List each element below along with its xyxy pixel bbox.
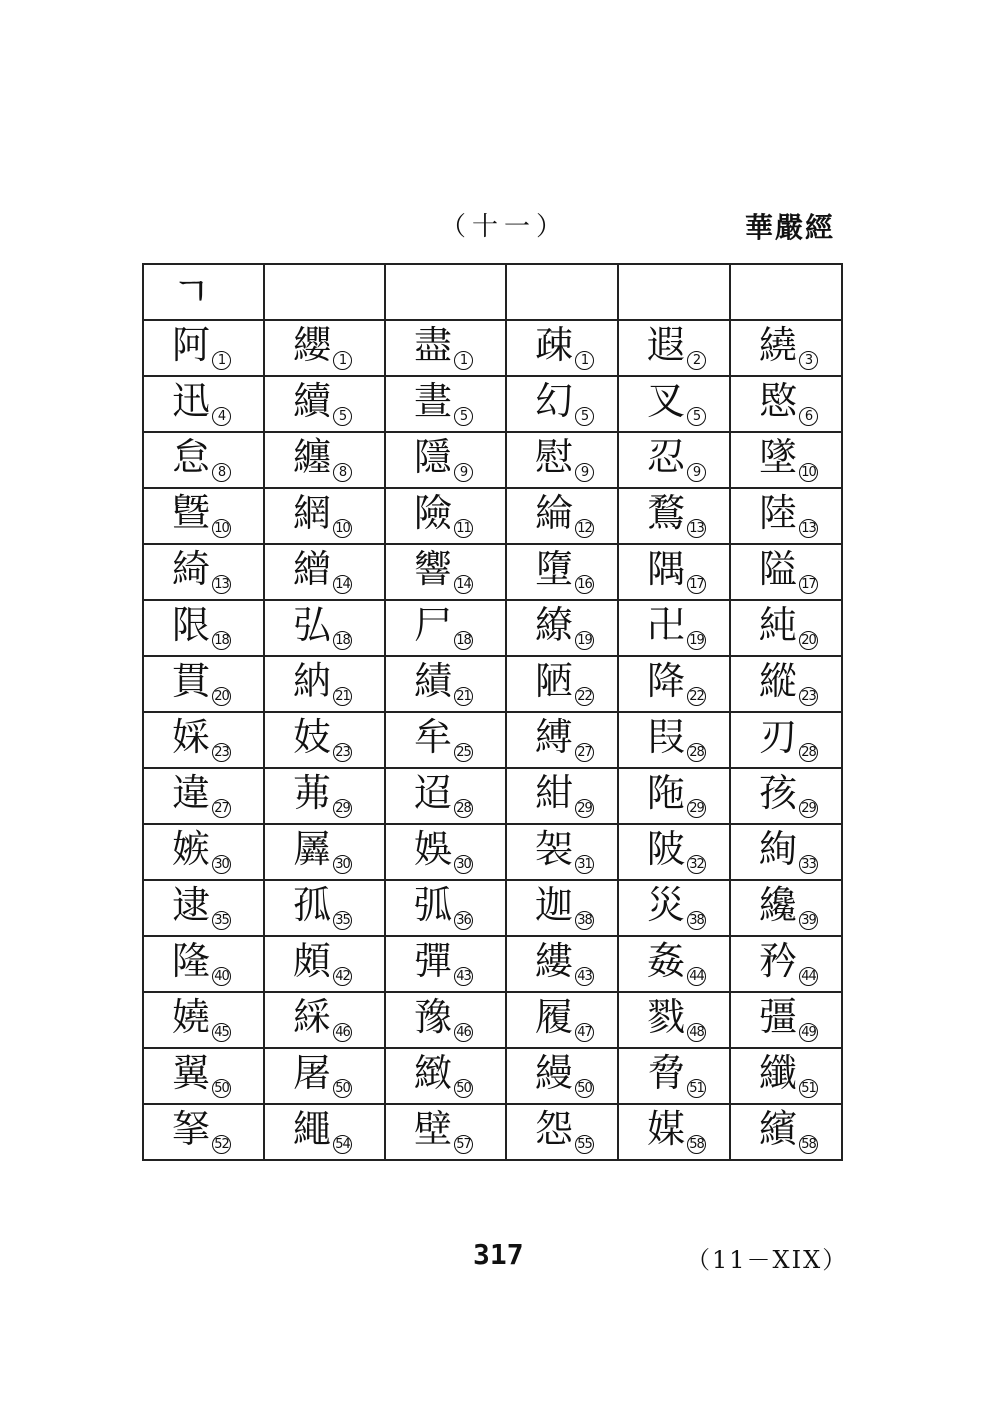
character-glyph: 晝: [414, 379, 453, 424]
character-glyph: 媒: [647, 1107, 686, 1152]
header-row: [143, 264, 842, 320]
table-row: [143, 936, 842, 992]
character-cell: [730, 992, 842, 1048]
character-cell: [143, 824, 264, 880]
character-glyph: 降: [647, 659, 686, 704]
character-cell: [618, 600, 730, 656]
character-glyph: 繩: [293, 1107, 332, 1152]
character-glyph: 尸: [414, 603, 453, 648]
reference-number-badge: 51: [799, 1079, 818, 1098]
reference-number-badge: 23: [212, 743, 231, 762]
character-glyph: 脅: [647, 1051, 686, 1096]
radical-cell: [143, 264, 264, 320]
character-cell: [264, 880, 385, 936]
reference-number-badge: 1: [575, 351, 594, 370]
reference-number-badge: 28: [687, 743, 706, 762]
character-glyph: 茀: [293, 771, 332, 816]
character-glyph: 孤: [293, 883, 332, 928]
reference-number-badge: 27: [575, 743, 594, 762]
character-glyph: 嬈: [172, 995, 211, 1040]
character-cell: [143, 992, 264, 1048]
character-cell: [264, 376, 385, 432]
character-cell: [618, 1048, 730, 1104]
reference-number-badge: 50: [212, 1079, 231, 1098]
character-glyph: 墮: [535, 547, 574, 592]
reference-number-badge: 33: [799, 855, 818, 874]
reference-number-badge: 46: [454, 1023, 473, 1042]
character-glyph: 彊: [759, 995, 798, 1040]
character-cell: [143, 656, 264, 712]
character-cell: [618, 488, 730, 544]
character-glyph: 縷: [535, 939, 574, 984]
reference-number-badge: 20: [799, 631, 818, 650]
character-cell: [143, 768, 264, 824]
reference-number-badge: 10: [212, 519, 231, 538]
character-cell: [618, 768, 730, 824]
reference-number-badge: 31: [575, 855, 594, 874]
reference-number-badge: 29: [333, 799, 352, 818]
character-cell: [264, 768, 385, 824]
character-cell: [618, 1104, 730, 1160]
reference-number-badge: 35: [333, 911, 352, 930]
table-row: [143, 992, 842, 1048]
character-glyph: 隅: [647, 547, 686, 592]
character-cell: [143, 936, 264, 992]
empty-cell: [730, 264, 842, 320]
reference-number-badge: 16: [575, 575, 594, 594]
character-glyph: 迦: [535, 883, 574, 928]
character-cell: [730, 712, 842, 768]
character-cell: [506, 320, 618, 376]
reference-number-badge: 9: [575, 463, 594, 482]
reference-number-badge: 25: [454, 743, 473, 762]
character-glyph: 迅: [172, 379, 211, 424]
page-number: 317: [473, 1238, 524, 1271]
volume-code: （11－XIX）: [686, 1246, 849, 1274]
character-glyph: 隆: [172, 939, 211, 984]
character-cell: [264, 320, 385, 376]
reference-number-badge: 55: [575, 1135, 594, 1154]
reference-number-badge: 43: [575, 967, 594, 986]
reference-number-badge: 5: [454, 407, 473, 426]
character-glyph: 纖: [759, 1051, 798, 1096]
reference-number-badge: 30: [454, 855, 473, 874]
reference-number-badge: 2: [687, 351, 706, 370]
reference-number-badge: 17: [799, 575, 818, 594]
reference-number-badge: 13: [799, 519, 818, 538]
reference-number-badge: 8: [333, 463, 352, 482]
character-cell: [385, 712, 506, 768]
character-cell: [618, 880, 730, 936]
character-cell: [506, 824, 618, 880]
character-cell: [730, 432, 842, 488]
character-cell: [730, 936, 842, 992]
reference-number-badge: 1: [454, 351, 473, 370]
table-row: [143, 768, 842, 824]
reference-number-badge: 28: [454, 799, 473, 818]
reference-number-badge: 1: [212, 351, 231, 370]
character-cell: [264, 488, 385, 544]
character-glyph: 純: [759, 603, 798, 648]
character-glyph: 怠: [172, 435, 211, 480]
character-glyph: 纏: [293, 435, 332, 480]
character-cell: [264, 544, 385, 600]
reference-number-badge: 29: [575, 799, 594, 818]
character-cell: [385, 544, 506, 600]
character-glyph: 逮: [172, 883, 211, 928]
reference-number-badge: 29: [799, 799, 818, 818]
character-glyph: 戮: [647, 995, 686, 1040]
character-cell: [506, 656, 618, 712]
reference-number-badge: 49: [799, 1023, 818, 1042]
character-glyph: 繞: [759, 323, 798, 368]
reference-number-badge: 38: [687, 911, 706, 930]
character-glyph: 限: [172, 603, 211, 648]
reference-number-badge: 9: [454, 463, 473, 482]
character-glyph: 纔: [759, 883, 798, 928]
character-cell: [143, 376, 264, 432]
reference-number-badge: 18: [212, 631, 231, 650]
character-cell: [506, 544, 618, 600]
character-cell: [730, 376, 842, 432]
character-cell: [506, 432, 618, 488]
character-cell: [506, 992, 618, 1048]
character-glyph: 弘: [293, 603, 332, 648]
character-cell: [506, 600, 618, 656]
character-cell: [385, 936, 506, 992]
character-glyph: 拏: [172, 1107, 211, 1152]
character-glyph: 壁: [414, 1107, 453, 1152]
reference-number-badge: 32: [687, 855, 706, 874]
book-title: 華嚴經: [745, 211, 836, 244]
table-row: [143, 488, 842, 544]
character-cell: [385, 376, 506, 432]
character-glyph: 叉: [647, 379, 686, 424]
reference-number-badge: 20: [212, 687, 231, 706]
reference-number-badge: 48: [687, 1023, 706, 1042]
reference-number-badge: 5: [575, 407, 594, 426]
character-glyph: 阿: [172, 323, 211, 368]
table-row: [143, 880, 842, 936]
reference-number-badge: 45: [212, 1023, 231, 1042]
character-glyph: 貫: [172, 659, 211, 704]
reference-number-badge: 30: [212, 855, 231, 874]
character-cell: [264, 432, 385, 488]
reference-number-badge: 8: [212, 463, 231, 482]
reference-number-badge: 9: [687, 463, 706, 482]
character-cell: [143, 320, 264, 376]
reference-number-badge: 1: [333, 351, 352, 370]
character-cell: [506, 376, 618, 432]
table-row: [143, 656, 842, 712]
character-glyph: 妓: [293, 715, 332, 760]
character-cell: [143, 488, 264, 544]
character-glyph: 幻: [535, 379, 574, 424]
character-glyph: 嫉: [172, 827, 211, 872]
character-cell: [506, 880, 618, 936]
character-cell: [618, 712, 730, 768]
character-cell: [143, 544, 264, 600]
character-cell: [385, 1048, 506, 1104]
character-cell: [385, 880, 506, 936]
character-glyph: 娛: [414, 827, 453, 872]
character-glyph: 績: [414, 659, 453, 704]
character-glyph: 履: [535, 995, 574, 1040]
character-cell: [506, 936, 618, 992]
character-cell: [264, 712, 385, 768]
character-glyph: 綺: [172, 547, 211, 592]
character-cell: [385, 824, 506, 880]
character-table: [142, 263, 843, 1161]
character-cell: [618, 824, 730, 880]
reference-number-badge: 29: [687, 799, 706, 818]
section-number: （十一）: [440, 212, 569, 242]
character-cell: [143, 880, 264, 936]
character-glyph: 響: [414, 547, 453, 592]
character-glyph: 緻: [414, 1051, 453, 1096]
character-cell: [264, 824, 385, 880]
character-cell: [143, 1104, 264, 1160]
character-glyph: 姦: [647, 939, 686, 984]
reference-number-badge: 54: [333, 1135, 352, 1154]
character-glyph: 陂: [647, 827, 686, 872]
character-glyph: 羼: [293, 827, 332, 872]
reference-number-badge: 50: [454, 1079, 473, 1098]
character-glyph: 曁: [172, 491, 211, 536]
table-row: [143, 1104, 842, 1160]
character-glyph: 險: [414, 491, 453, 536]
character-glyph: 綸: [535, 491, 574, 536]
character-cell: [143, 712, 264, 768]
reference-number-badge: 23: [799, 687, 818, 706]
reference-number-badge: 57: [454, 1135, 473, 1154]
character-glyph: 鶩: [647, 491, 686, 536]
character-glyph: 迢: [414, 771, 453, 816]
character-glyph: 縱: [759, 659, 798, 704]
character-glyph: 陁: [647, 771, 686, 816]
reference-number-badge: 42: [333, 967, 352, 986]
character-glyph: 縛: [535, 715, 574, 760]
reference-number-badge: 11: [454, 519, 473, 538]
character-glyph: 頗: [293, 939, 332, 984]
character-cell: [506, 768, 618, 824]
reference-number-badge: 30: [333, 855, 352, 874]
reference-number-badge: 14: [333, 575, 352, 594]
character-glyph: 弧: [414, 883, 453, 928]
character-glyph: 屠: [293, 1051, 332, 1096]
character-glyph: 遐: [647, 323, 686, 368]
reference-number-badge: 58: [687, 1135, 706, 1154]
reference-number-badge: 18: [454, 631, 473, 650]
character-cell: [730, 656, 842, 712]
reference-number-badge: 22: [687, 687, 706, 706]
reference-number-badge: 43: [454, 967, 473, 986]
reference-number-badge: 17: [687, 575, 706, 594]
character-cell: [385, 1104, 506, 1160]
character-cell: [618, 544, 730, 600]
reference-number-badge: 21: [454, 687, 473, 706]
empty-cell: [264, 264, 385, 320]
character-glyph: 慰: [535, 435, 574, 480]
reference-number-badge: 21: [333, 687, 352, 706]
character-cell: [143, 1048, 264, 1104]
character-cell: [730, 768, 842, 824]
reference-number-badge: 23: [333, 743, 352, 762]
character-glyph: 刃: [759, 715, 798, 760]
reference-number-badge: 35: [212, 911, 231, 930]
character-cell: [264, 1104, 385, 1160]
character-cell: [618, 936, 730, 992]
character-glyph: 疎: [535, 323, 574, 368]
character-glyph: 婇: [172, 715, 211, 760]
table-row: [143, 600, 842, 656]
reference-number-badge: 27: [212, 799, 231, 818]
character-glyph: 彈: [414, 939, 453, 984]
character-glyph: 納: [293, 659, 332, 704]
character-glyph: 纓: [293, 323, 332, 368]
character-cell: [506, 1104, 618, 1160]
character-cell: [385, 320, 506, 376]
character-cell: [618, 656, 730, 712]
character-glyph: 怨: [535, 1107, 574, 1152]
character-cell: [385, 600, 506, 656]
reference-number-badge: 47: [575, 1023, 594, 1042]
character-cell: [730, 488, 842, 544]
character-glyph: 繽: [759, 1107, 798, 1152]
character-cell: [730, 320, 842, 376]
reference-number-badge: 52: [212, 1135, 231, 1154]
character-cell: [143, 432, 264, 488]
empty-cell: [506, 264, 618, 320]
character-cell: [506, 1048, 618, 1104]
table-row: [143, 1048, 842, 1104]
character-glyph: 盡: [414, 323, 453, 368]
character-cell: [730, 600, 842, 656]
character-cell: [385, 488, 506, 544]
reference-number-badge: 50: [333, 1079, 352, 1098]
reference-number-badge: 28: [799, 743, 818, 762]
character-glyph: 孩: [759, 771, 798, 816]
character-cell: [618, 376, 730, 432]
character-glyph: 災: [647, 883, 686, 928]
reference-number-badge: 40: [212, 967, 231, 986]
reference-number-badge: 19: [575, 631, 594, 650]
reference-number-badge: 14: [454, 575, 473, 594]
character-cell: [264, 656, 385, 712]
table-row: [143, 824, 842, 880]
character-glyph: 叚: [647, 715, 686, 760]
reference-number-badge: 5: [687, 407, 706, 426]
character-glyph: 袈: [535, 827, 574, 872]
character-glyph: 續: [293, 379, 332, 424]
character-glyph: 矜: [759, 939, 798, 984]
character-glyph: 隱: [414, 435, 453, 480]
table-row: [143, 544, 842, 600]
character-glyph: 繚: [535, 603, 574, 648]
reference-number-badge: 38: [575, 911, 594, 930]
reference-number-badge: 4: [212, 407, 231, 426]
character-glyph: 翼: [172, 1051, 211, 1096]
character-cell: [730, 1104, 842, 1160]
reference-number-badge: 44: [799, 967, 818, 986]
character-glyph: 墜: [759, 435, 798, 480]
character-cell: [385, 992, 506, 1048]
character-cell: [730, 824, 842, 880]
character-glyph: 忍: [647, 435, 686, 480]
reference-number-badge: 10: [333, 519, 352, 538]
reference-number-badge: 5: [333, 407, 352, 426]
character-glyph: 網: [293, 491, 332, 536]
character-glyph: 豫: [414, 995, 453, 1040]
character-cell: [264, 1048, 385, 1104]
character-glyph: 綵: [293, 995, 332, 1040]
reference-number-badge: 22: [575, 687, 594, 706]
character-cell: [618, 432, 730, 488]
reference-number-badge: 12: [575, 519, 594, 538]
character-glyph: 卍: [647, 603, 686, 648]
character-glyph: 紺: [535, 771, 574, 816]
character-glyph: 陋: [535, 659, 574, 704]
character-cell: [385, 432, 506, 488]
character-glyph: 隘: [759, 547, 798, 592]
character-glyph: 絢: [759, 827, 798, 872]
reference-number-badge: 36: [454, 911, 473, 930]
character-cell: [730, 880, 842, 936]
reference-number-badge: 44: [687, 967, 706, 986]
reference-number-badge: 18: [333, 631, 352, 650]
character-glyph: 縵: [535, 1051, 574, 1096]
character-cell: [730, 1048, 842, 1104]
character-cell: [264, 992, 385, 1048]
character-cell: [385, 656, 506, 712]
character-cell: [618, 320, 730, 376]
character-cell: [506, 712, 618, 768]
table-row: [143, 432, 842, 488]
reference-number-badge: 39: [799, 911, 818, 930]
reference-number-badge: 50: [575, 1079, 594, 1098]
character-cell: [264, 936, 385, 992]
reference-number-badge: 13: [687, 519, 706, 538]
character-cell: [506, 488, 618, 544]
empty-cell: [618, 264, 730, 320]
character-table-body: [143, 264, 842, 1160]
character-cell: [143, 600, 264, 656]
reference-number-badge: 19: [687, 631, 706, 650]
reference-number-badge: 51: [687, 1079, 706, 1098]
reference-number-badge: 3: [799, 351, 818, 370]
reference-number-badge: 46: [333, 1023, 352, 1042]
reference-number-badge: 58: [799, 1135, 818, 1154]
character-cell: [730, 544, 842, 600]
empty-cell: [385, 264, 506, 320]
character-glyph: 愍: [759, 379, 798, 424]
reference-number-badge: 6: [799, 407, 818, 426]
table-row: [143, 712, 842, 768]
character-glyph: 違: [172, 771, 211, 816]
radical-label: ㄱ: [172, 269, 211, 315]
character-glyph: 牟: [414, 715, 453, 760]
character-cell: [385, 768, 506, 824]
character-cell: [618, 992, 730, 1048]
reference-number-badge: 10: [799, 463, 818, 482]
reference-number-badge: 13: [212, 575, 231, 594]
character-cell: [264, 600, 385, 656]
table-row: [143, 320, 842, 376]
table-row: [143, 376, 842, 432]
character-glyph: 陸: [759, 491, 798, 536]
character-glyph: 繒: [293, 547, 332, 592]
